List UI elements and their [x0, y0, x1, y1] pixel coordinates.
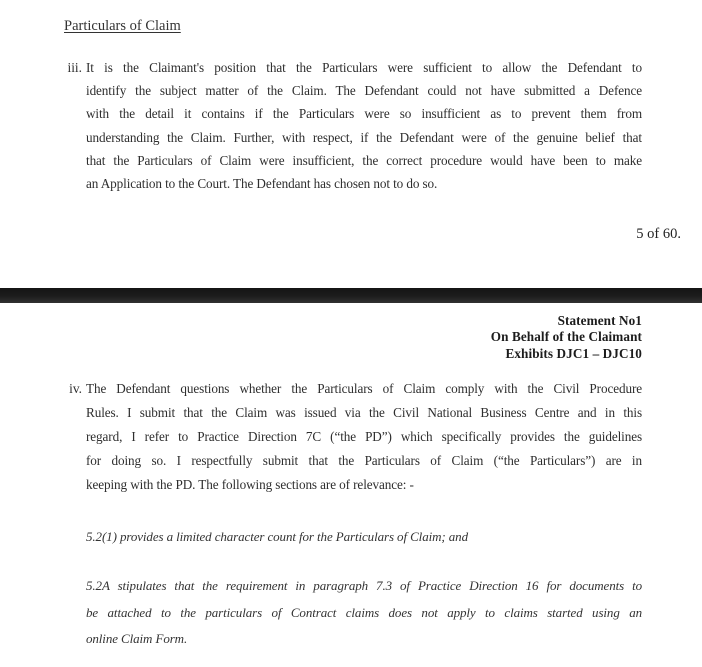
text-line: regard, I refer to Practice Direction 7C (“the PD”) which specifically provides the guidelines: [86, 429, 642, 444]
text-line: identify the subject matter of the Claim. The Defendant could not have submitted a Defence: [86, 83, 642, 99]
text-line: 5.2A stipulates that the requirement in paragraph 7.3 of Practice Direction 16 for documents to: [86, 578, 642, 593]
text-line: with the detail it contains if the Particulars were so insufficient as to prevent them from: [86, 106, 642, 122]
statement-exhibits-line: Exhibits DJC1 – DJC10: [505, 345, 642, 361]
statement-number-line: Statement No1: [557, 313, 642, 328]
page-number: 5 of 60.: [636, 226, 681, 242]
statement-on-behalf-line: On Behalf of the Claimant: [490, 329, 642, 345]
quote-rule-5-2a: [86, 573, 642, 653]
paragraph-iii-text: [86, 56, 642, 195]
text-line: be attached to the particulars of Contract claims does not apply to claims started using an: [86, 604, 642, 620]
text-line: online Claim Form.: [86, 631, 188, 646]
text-line: an Application to the Court. The Defendant has chosen not to do so.: [86, 175, 438, 191]
statement-header: [491, 313, 642, 362]
quote-rule-5-2-1: 5.2(1) provides a limited character count for the Particulars of Claim; and: [86, 529, 468, 544]
text-line: Rules. I submit that the Claim was issued via the Civil National Business Centre and in this: [86, 405, 642, 420]
page-divider-bar: [0, 288, 702, 303]
list-number-iii: iii.: [67, 60, 82, 75]
text-line: It is the Claimant's position that the Particulars were sufficient to allow the Defendant to: [86, 60, 642, 75]
text-line: that the Particulars of Claim were insufficient, the correct procedure would have been to make: [86, 152, 642, 168]
paragraph-iv-text: [86, 377, 642, 497]
paragraph-iii: [56, 56, 642, 195]
section-heading: Particulars of Claim: [64, 18, 181, 34]
paragraph-iv: [56, 377, 642, 497]
text-line: for doing so. I respectfully submit that the Particulars of Claim (“the Particulars”) are in: [86, 453, 642, 468]
text-line: keeping with the PD. The following sections are of relevance: -: [86, 477, 414, 492]
text-line: The Defendant questions whether the Particulars of Claim comply with the Civil Procedure: [86, 381, 642, 396]
list-number-iv: iv.: [69, 381, 82, 396]
text-line: understanding the Claim. Further, with respect, if the Defendant were of the genuine belief that: [86, 129, 642, 145]
